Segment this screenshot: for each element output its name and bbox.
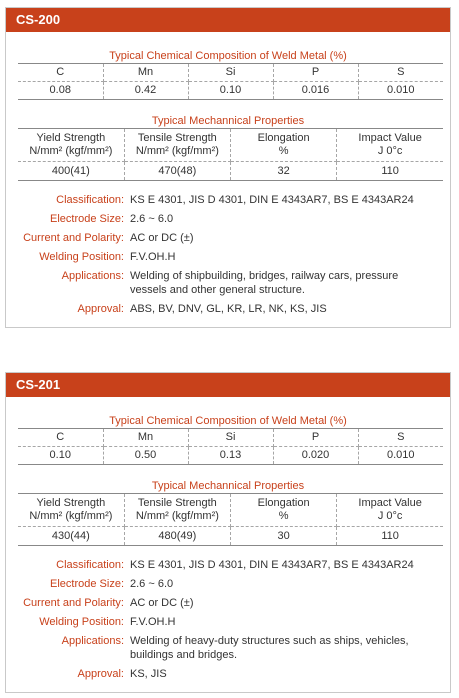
info-row-current-polarity bbox=[6, 231, 450, 245]
info-label: Current and Polarity: bbox=[23, 597, 124, 609]
table-header-row bbox=[18, 429, 443, 447]
mechanical-properties-title: Typical Mechannical Properties bbox=[151, 115, 305, 127]
info-value: KS, JIS bbox=[130, 668, 167, 680]
info-label: Electrode Size: bbox=[50, 213, 124, 225]
mech-header-cell bbox=[231, 129, 337, 162]
chem-value-cell: 0.020 bbox=[273, 447, 358, 465]
header-line: Yield Strength bbox=[36, 497, 106, 509]
chem-header-cell: C bbox=[18, 64, 103, 82]
info-label: Classification: bbox=[56, 194, 124, 206]
info-row-approval bbox=[6, 667, 450, 681]
mech-value-cell: 480(49) bbox=[124, 527, 230, 546]
info-row-electrode-size bbox=[6, 577, 450, 591]
mechanical-properties-table bbox=[18, 493, 443, 546]
chem-value-cell: 0.10 bbox=[18, 447, 103, 465]
info-value: 2.6 ~ 6.0 bbox=[130, 213, 174, 225]
info-value: F.V.OH.H bbox=[130, 616, 176, 628]
table-row bbox=[18, 447, 443, 465]
mech-header-cell bbox=[18, 494, 124, 527]
chem-value-cell: 0.010 bbox=[358, 82, 443, 100]
mechanical-properties-table bbox=[18, 128, 443, 181]
header-line: Elongation bbox=[257, 132, 310, 144]
chem-value-cell: 0.010 bbox=[358, 447, 443, 465]
info-label: Current and Polarity: bbox=[23, 232, 124, 244]
header-unit: % bbox=[278, 510, 289, 522]
chem-header-cell: P bbox=[273, 64, 358, 82]
info-label: Welding Position: bbox=[39, 251, 124, 263]
chem-value-cell: 0.42 bbox=[103, 82, 188, 100]
header-line: Impact Value bbox=[358, 132, 422, 144]
info-value: AC or DC (±) bbox=[130, 232, 194, 244]
table-header-row bbox=[18, 129, 443, 162]
chem-value-cell: 0.10 bbox=[188, 82, 273, 100]
product-code: CS-200 bbox=[6, 8, 450, 32]
mech-header-cell bbox=[337, 494, 443, 527]
mechanical-properties-title: Typical Mechannical Properties bbox=[151, 480, 305, 492]
product-info bbox=[6, 193, 450, 316]
chemical-composition-table bbox=[18, 428, 443, 465]
info-value: 2.6 ~ 6.0 bbox=[130, 578, 174, 590]
info-value: Welding of shipbuilding, bridges, railway cars, pressure vessels and other general structure. bbox=[130, 270, 399, 296]
header-unit: N/mm² (kgf/mm²) bbox=[135, 510, 219, 522]
mech-header-cell bbox=[231, 494, 337, 527]
info-row-current-polarity bbox=[6, 596, 450, 610]
chem-header-cell: Si bbox=[188, 64, 273, 82]
info-row-classification bbox=[6, 193, 450, 207]
header-unit: J 0°c bbox=[377, 510, 403, 522]
mech-header-cell bbox=[124, 129, 230, 162]
mech-value-cell: 32 bbox=[231, 162, 337, 181]
info-row-electrode-size bbox=[6, 212, 450, 226]
mech-value-cell: 470(48) bbox=[124, 162, 230, 181]
info-row-welding-position bbox=[6, 250, 450, 264]
table-row bbox=[18, 527, 443, 546]
info-label: Applications: bbox=[61, 635, 124, 647]
info-value: KS E 4301, JIS D 4301, DIN E 4343AR7, BS E 4343AR24 bbox=[130, 194, 414, 206]
chemical-composition-title: Typical Chemical Composition of Weld Metal (%) bbox=[109, 415, 347, 427]
info-label: Applications: bbox=[61, 270, 124, 282]
chem-value-cell: 0.016 bbox=[273, 82, 358, 100]
info-row-welding-position bbox=[6, 615, 450, 629]
chemical-composition-title: Typical Chemical Composition of Weld Metal (%) bbox=[109, 50, 347, 62]
mech-value-cell: 430(44) bbox=[18, 527, 124, 546]
chem-value-cell: 0.08 bbox=[18, 82, 103, 100]
product-code: CS-201 bbox=[6, 373, 450, 397]
info-label: Approval: bbox=[77, 303, 124, 315]
info-label: Classification: bbox=[56, 559, 124, 571]
chem-header-cell: Mn bbox=[103, 429, 188, 447]
chem-value-cell: 0.50 bbox=[103, 447, 188, 465]
chemical-composition-table bbox=[18, 63, 443, 100]
header-unit: N/mm² (kgf/mm²) bbox=[29, 145, 113, 157]
mech-header-cell bbox=[18, 129, 124, 162]
mech-header-cell bbox=[124, 494, 230, 527]
chem-value-cell: 0.13 bbox=[188, 447, 273, 465]
header-line: Tensile Strength bbox=[137, 132, 217, 144]
header-line: Impact Value bbox=[358, 497, 422, 509]
table-header-row bbox=[18, 64, 443, 82]
table-row bbox=[18, 82, 443, 100]
header-unit: J 0°c bbox=[377, 145, 403, 157]
info-row-classification bbox=[6, 558, 450, 572]
info-value: Welding of heavy-duty structures such as ships, vehicles, buildings and bridges. bbox=[130, 635, 409, 661]
mech-header-cell bbox=[337, 129, 443, 162]
info-value: F.V.OH.H bbox=[130, 251, 176, 263]
header-line: Yield Strength bbox=[36, 132, 106, 144]
header-unit: N/mm² (kgf/mm²) bbox=[135, 145, 219, 157]
product-info bbox=[6, 558, 450, 681]
info-value: KS E 4301, JIS D 4301, DIN E 4343AR7, BS E 4343AR24 bbox=[130, 559, 414, 571]
mech-value-cell: 400(41) bbox=[18, 162, 124, 181]
product-card bbox=[5, 7, 451, 328]
mech-value-cell: 110 bbox=[337, 527, 443, 546]
chem-header-cell: Si bbox=[188, 429, 273, 447]
product-card bbox=[5, 372, 451, 693]
table-header-row bbox=[18, 494, 443, 527]
info-value: AC or DC (±) bbox=[130, 597, 194, 609]
chem-header-cell: S bbox=[358, 429, 443, 447]
info-label: Approval: bbox=[77, 668, 124, 680]
info-label: Electrode Size: bbox=[50, 578, 124, 590]
table-row bbox=[18, 162, 443, 181]
info-value: ABS, BV, DNV, GL, KR, LR, NK, KS, JIS bbox=[130, 303, 327, 315]
mech-value-cell: 30 bbox=[231, 527, 337, 546]
chem-header-cell: P bbox=[273, 429, 358, 447]
header-unit: N/mm² (kgf/mm²) bbox=[29, 510, 113, 522]
chem-header-cell: Mn bbox=[103, 64, 188, 82]
header-line: Tensile Strength bbox=[137, 497, 217, 509]
info-label: Welding Position: bbox=[39, 616, 124, 628]
mech-value-cell: 110 bbox=[337, 162, 443, 181]
header-unit: % bbox=[278, 145, 289, 157]
chem-header-cell: C bbox=[18, 429, 103, 447]
info-row-approval bbox=[6, 302, 450, 316]
info-row-applications bbox=[6, 634, 450, 662]
chem-header-cell: S bbox=[358, 64, 443, 82]
info-row-applications bbox=[6, 269, 450, 297]
header-line: Elongation bbox=[257, 497, 310, 509]
